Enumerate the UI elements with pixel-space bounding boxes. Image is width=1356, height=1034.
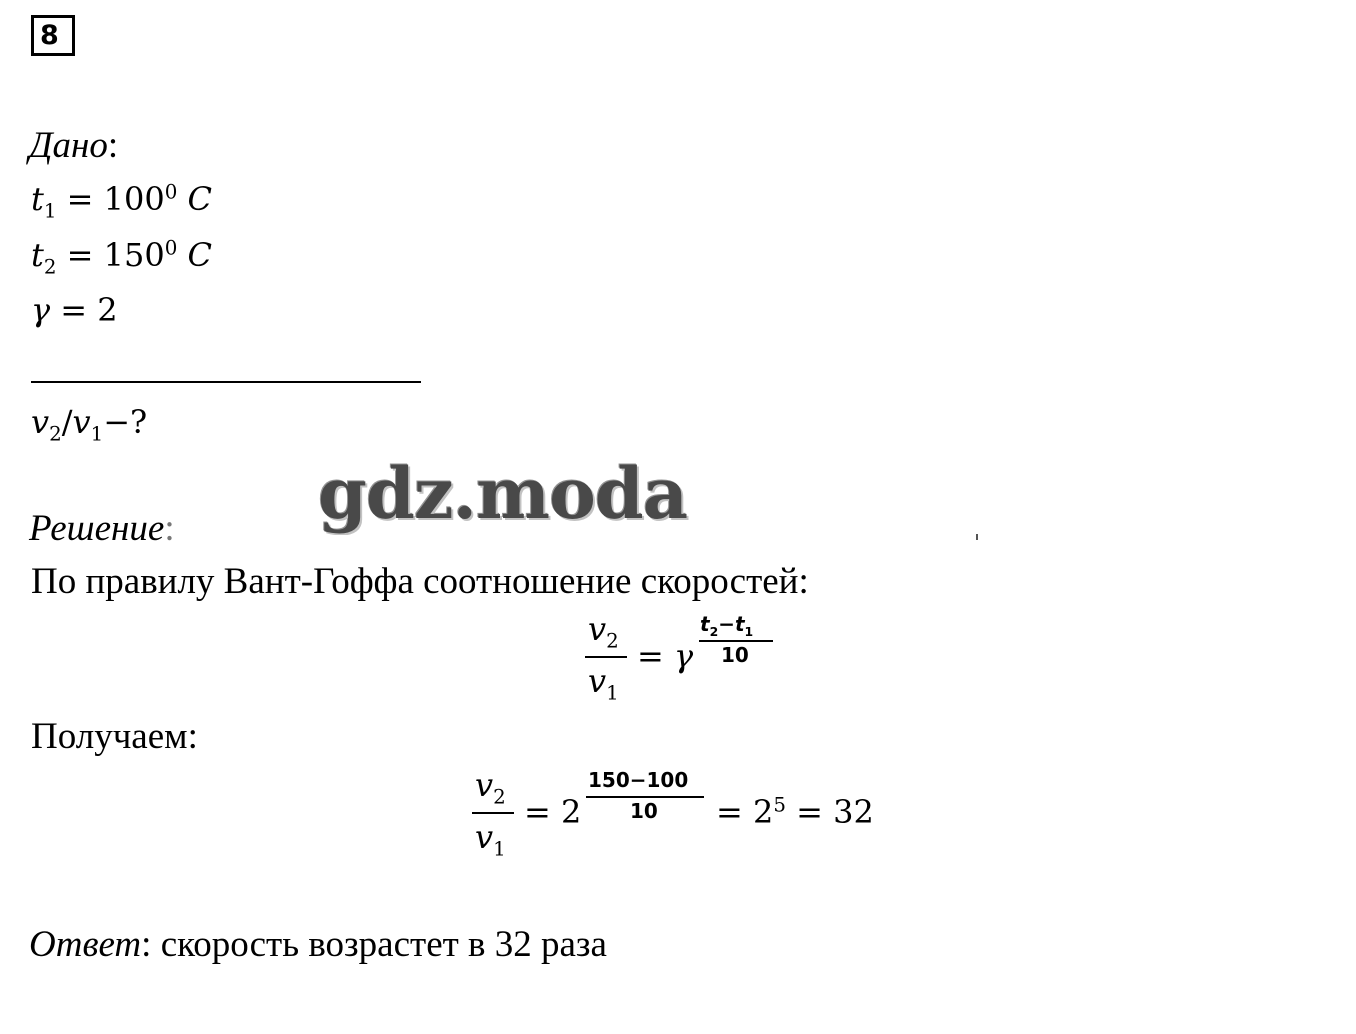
find-v1: v [72, 403, 91, 441]
formula2-tail-eq: = 2 [716, 793, 774, 831]
given-colon: : [107, 125, 119, 166]
answer-colon: : [141, 924, 152, 965]
formula2-result [716, 793, 874, 831]
given-gamma [31, 291, 118, 329]
formula2-numerator [475, 766, 506, 809]
formula1-base: γ [673, 637, 694, 675]
t1-unit: C [177, 180, 212, 218]
find-tail: −? [103, 403, 148, 441]
formula2-exp-bar [586, 796, 704, 798]
t1-eq: = 100 [56, 180, 165, 218]
exp-t2-sub: 2 [709, 624, 719, 639]
exp-t2: t [700, 612, 710, 636]
given-divider [31, 381, 421, 383]
given-t1 [31, 180, 212, 223]
formula1-fraction-bar [585, 656, 627, 658]
find-slash: / [61, 403, 73, 441]
answer-text: скорость возрастет в 32 раза [151, 924, 607, 965]
formula1-den-sub: 1 [606, 681, 619, 705]
find-v2: v [31, 403, 50, 441]
t2-sup: 0 [164, 236, 178, 260]
problem-number: 8 [31, 15, 75, 56]
formula2-fraction-bar [472, 812, 514, 814]
find-v1-sub: 1 [90, 422, 104, 446]
answer-line [29, 923, 607, 966]
solution-label: Решение [29, 508, 165, 549]
formula1-numerator [588, 610, 619, 653]
formula1-num-sub: 2 [606, 629, 619, 653]
formula2-denominator [475, 818, 506, 861]
formula2-exp-numerator: 150−100 [588, 768, 689, 792]
t2-eq: = 150 [56, 236, 165, 274]
formula2-num: v [475, 766, 494, 804]
formula2-den-sub: 1 [493, 837, 506, 861]
t1-sub: 1 [43, 199, 57, 223]
formula1-exp-numerator [700, 612, 754, 639]
formula2-exp-denominator: 10 [630, 799, 658, 823]
given-label: Дано [29, 125, 108, 166]
formula1-exp-bar [699, 640, 773, 642]
formula2-tail-result: = 32 [785, 793, 874, 831]
t1-sup: 0 [164, 180, 178, 204]
exp-t1: t [734, 612, 745, 636]
formula2-num-sub: 2 [493, 785, 506, 809]
exp-minus: − [718, 612, 735, 636]
watermark-logo: gdz.moda [318, 452, 688, 535]
solution-heading [29, 507, 175, 550]
t2-unit: C [177, 236, 212, 274]
formula1-rhs [637, 637, 693, 675]
solution-colon: : [164, 508, 175, 549]
formula1-num: v [588, 610, 607, 648]
obtain-text: Получаем: [31, 716, 198, 757]
exp-t1-sub: 1 [744, 624, 754, 639]
t2-symbol: t [31, 236, 44, 274]
find-expression [31, 403, 148, 446]
given-heading [29, 124, 118, 167]
given-t2 [31, 236, 212, 279]
formula1-den: v [588, 662, 607, 700]
formula-calculation [472, 766, 912, 866]
find-v2-sub: 2 [49, 422, 62, 446]
formula1-denominator [588, 662, 619, 705]
gamma-eq: = 2 [50, 291, 118, 329]
gamma-symbol: γ [31, 291, 51, 329]
formula1-exp-denominator: 10 [721, 643, 749, 667]
formula1-eq: = [637, 637, 674, 675]
answer-label: Ответ [29, 924, 142, 965]
formula2-tail-sup: 5 [773, 793, 786, 817]
formula2-den: v [475, 818, 494, 856]
t1-symbol: t [31, 180, 44, 218]
t2-sub: 2 [43, 255, 57, 279]
stray-mark [976, 534, 978, 540]
formula2-base: = 2 [524, 793, 582, 831]
rule-statement: По правилу Вант-Гоффа соотношение скоростей: [31, 561, 809, 602]
formula-vant-hoff [585, 610, 785, 710]
